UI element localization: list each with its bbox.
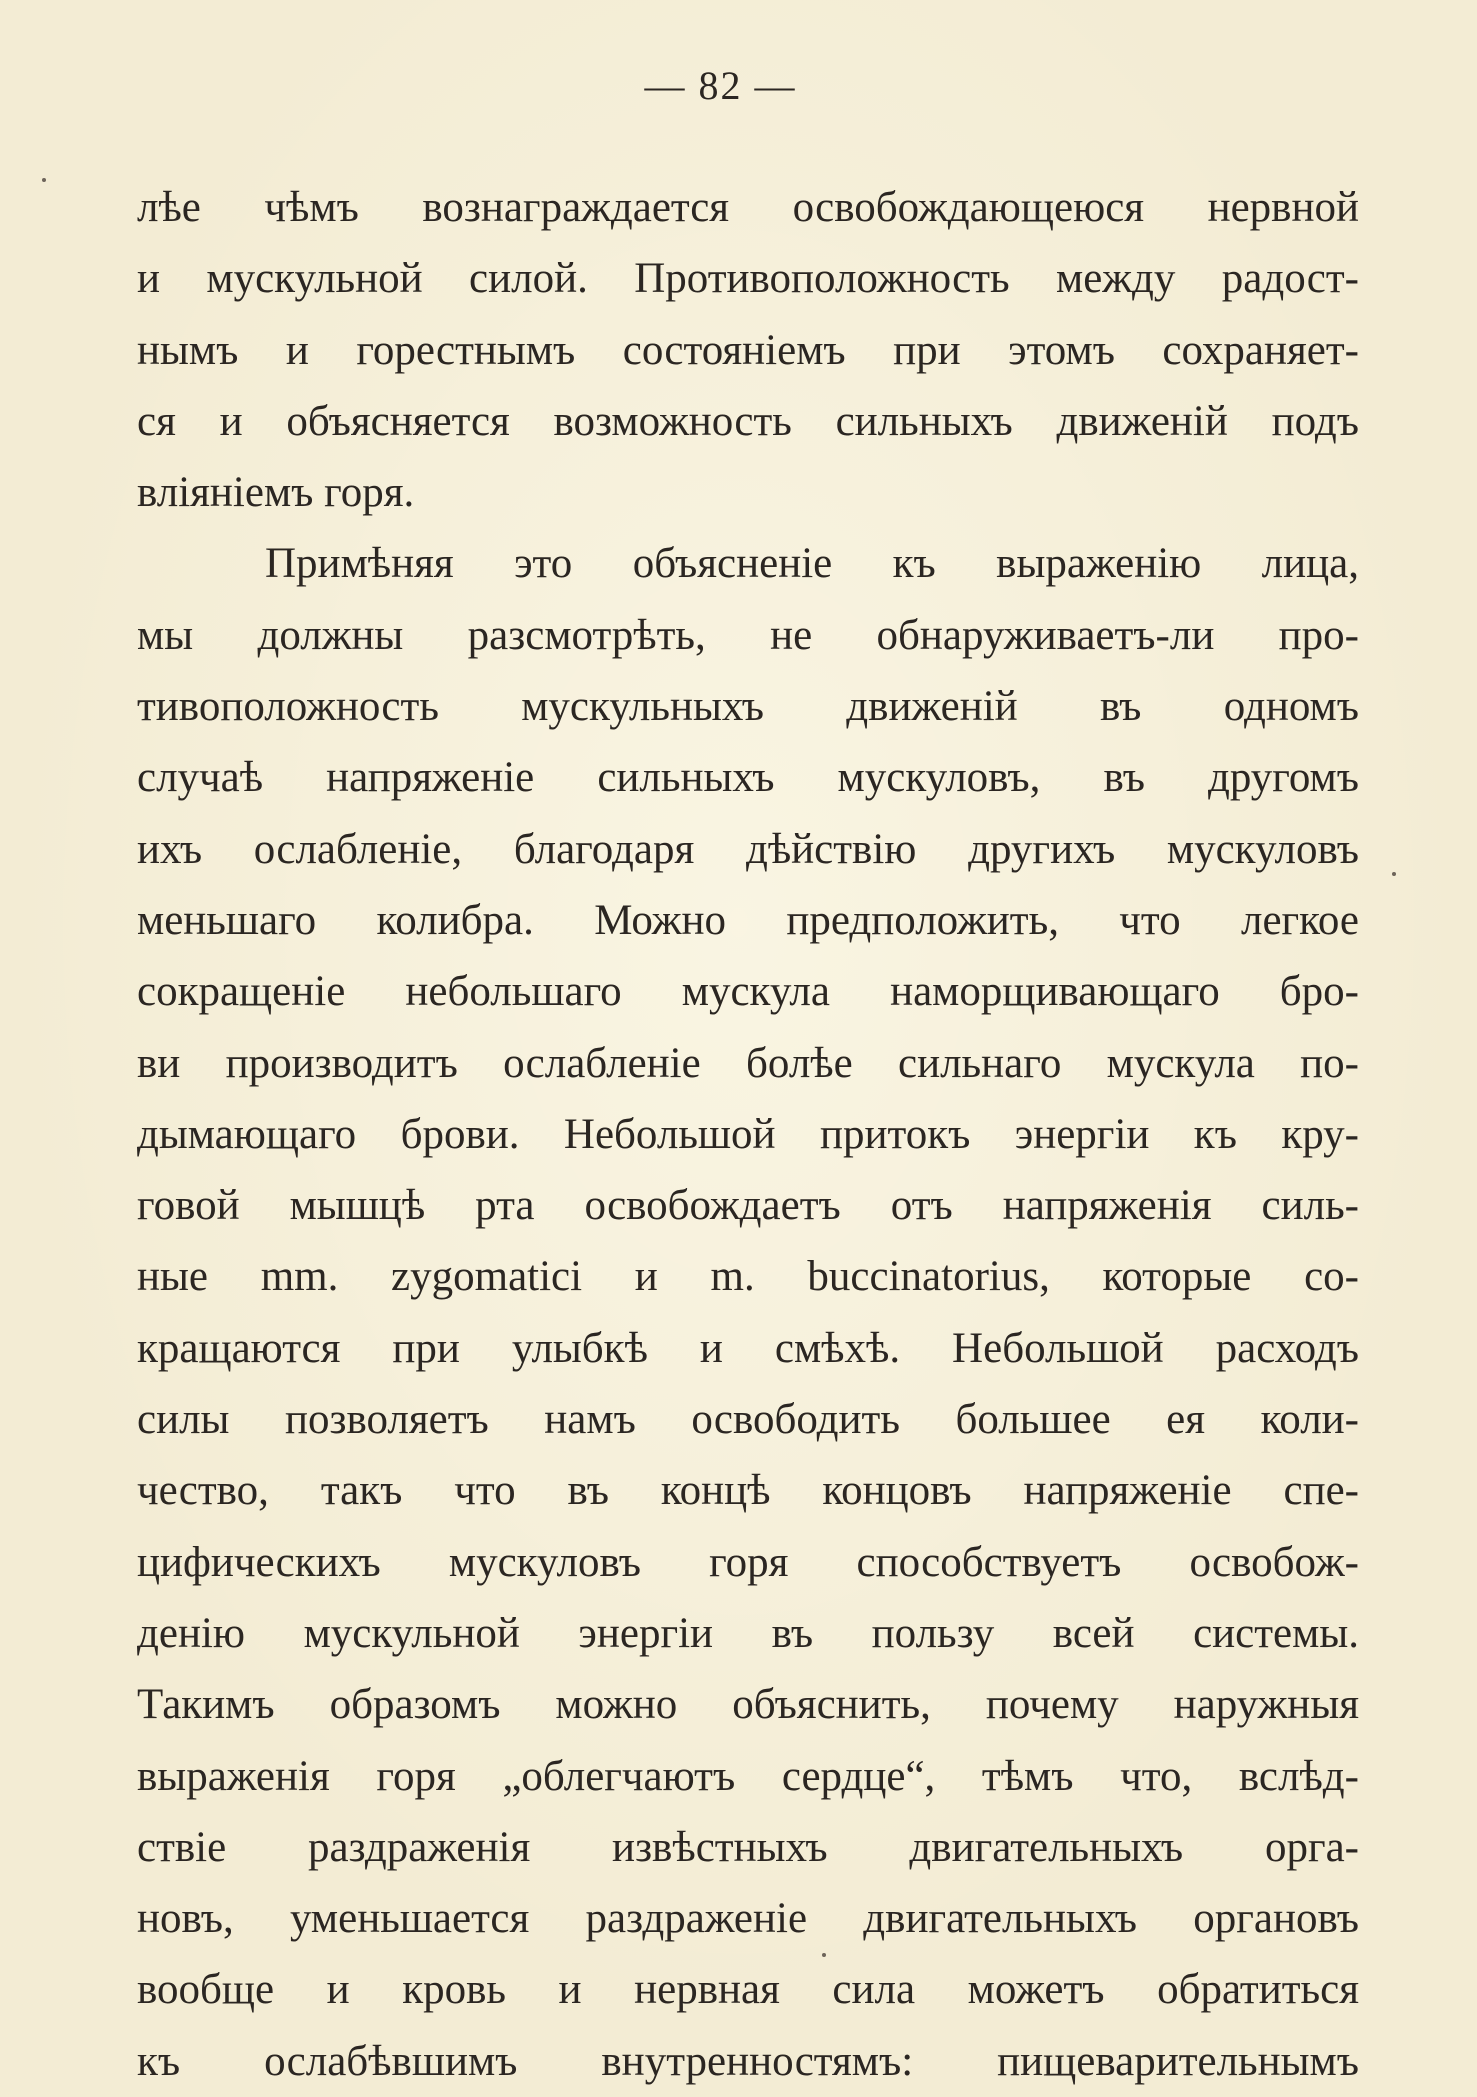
text-line: сокращеніе небольшаго мускула наморщивающаго бро- xyxy=(137,968,1359,1016)
page-number: — 82 — xyxy=(644,63,797,108)
text-line: кращаются при улыбкѣ и смѣхѣ. Небольшой расходъ xyxy=(137,1324,1359,1372)
text-line: выраженія горя „облегчаютъ сердце“, тѣмъ что, вслѣд- xyxy=(137,1752,1359,1800)
text-line: нымъ и горестнымъ состояніемъ при этомъ сохраняет- xyxy=(137,326,1359,374)
paragraph-end-line: вліяніемъ горя. xyxy=(137,469,415,517)
text-line: тивоположность мускульныхъ движеній въ одномъ xyxy=(137,683,1359,731)
body-text xyxy=(137,172,1359,2097)
text-line: дымающаго брови. Небольшой притокъ энергіи къ кру- xyxy=(137,1110,1359,1158)
text-line: чество, такъ что въ концѣ концовъ напряженіе спе- xyxy=(137,1467,1359,1515)
text-line: ствіе раздраженія извѣстныхъ двигательныхъ орга- xyxy=(137,1823,1359,1871)
text-line: новъ, уменьшается раздраженіе двигательныхъ органовъ xyxy=(137,1895,1359,1943)
text-line: цифическихъ мускуловъ горя способствуетъ освобож- xyxy=(137,1538,1359,1586)
text-line: ся и объясняется возможность сильныхъ движеній подъ xyxy=(137,397,1359,445)
paper-speck xyxy=(1392,872,1396,876)
text-line: говой мышцѣ рта освобождаетъ отъ напряженія силь- xyxy=(137,1182,1359,1230)
text-line: денію мускульной энергіи въ пользу всей системы. xyxy=(137,1609,1359,1657)
text-line: мы должны разсмотрѣть, не обнаруживаетъ-ли про- xyxy=(137,611,1359,659)
text-line: ихъ ослабленіе, благодаря дѣйствію другихъ мускуловъ xyxy=(137,825,1359,873)
paper-speck xyxy=(42,178,46,182)
text-line: вообще и кровь и нервная сила можетъ обратиться xyxy=(137,1966,1359,2014)
text-line: лѣе чѣмъ вознаграждается освобождающеюся нервной xyxy=(137,184,1359,231)
text-line: меньшаго колибра. Можно предположить, что легкое xyxy=(137,896,1359,944)
paragraph-start-line: Примѣняя это объясненіе къ выраженію лица, xyxy=(265,540,1359,588)
text-line: и мускульной силой. Противоположность между радост- xyxy=(137,255,1359,303)
text-line: Такимъ образомъ можно объяснить, почему наружныя xyxy=(137,1681,1359,1729)
text-line: ные mm. zygomatici и m. buccinatorius, которые со- xyxy=(137,1253,1359,1301)
paper-speck xyxy=(822,1953,826,1957)
text-line: ви производитъ ослабленіе болѣе сильнаго мускула по- xyxy=(137,1039,1359,1087)
text-line: силы позволяетъ намъ освободить большее ея коли- xyxy=(137,1396,1359,1444)
text-line: къ ослабѣвшимъ внутренностямъ: пищеварительнымъ xyxy=(137,2037,1359,2085)
text-line: случаѣ напряженіе сильныхъ мускуловъ, въ другомъ xyxy=(137,754,1359,802)
